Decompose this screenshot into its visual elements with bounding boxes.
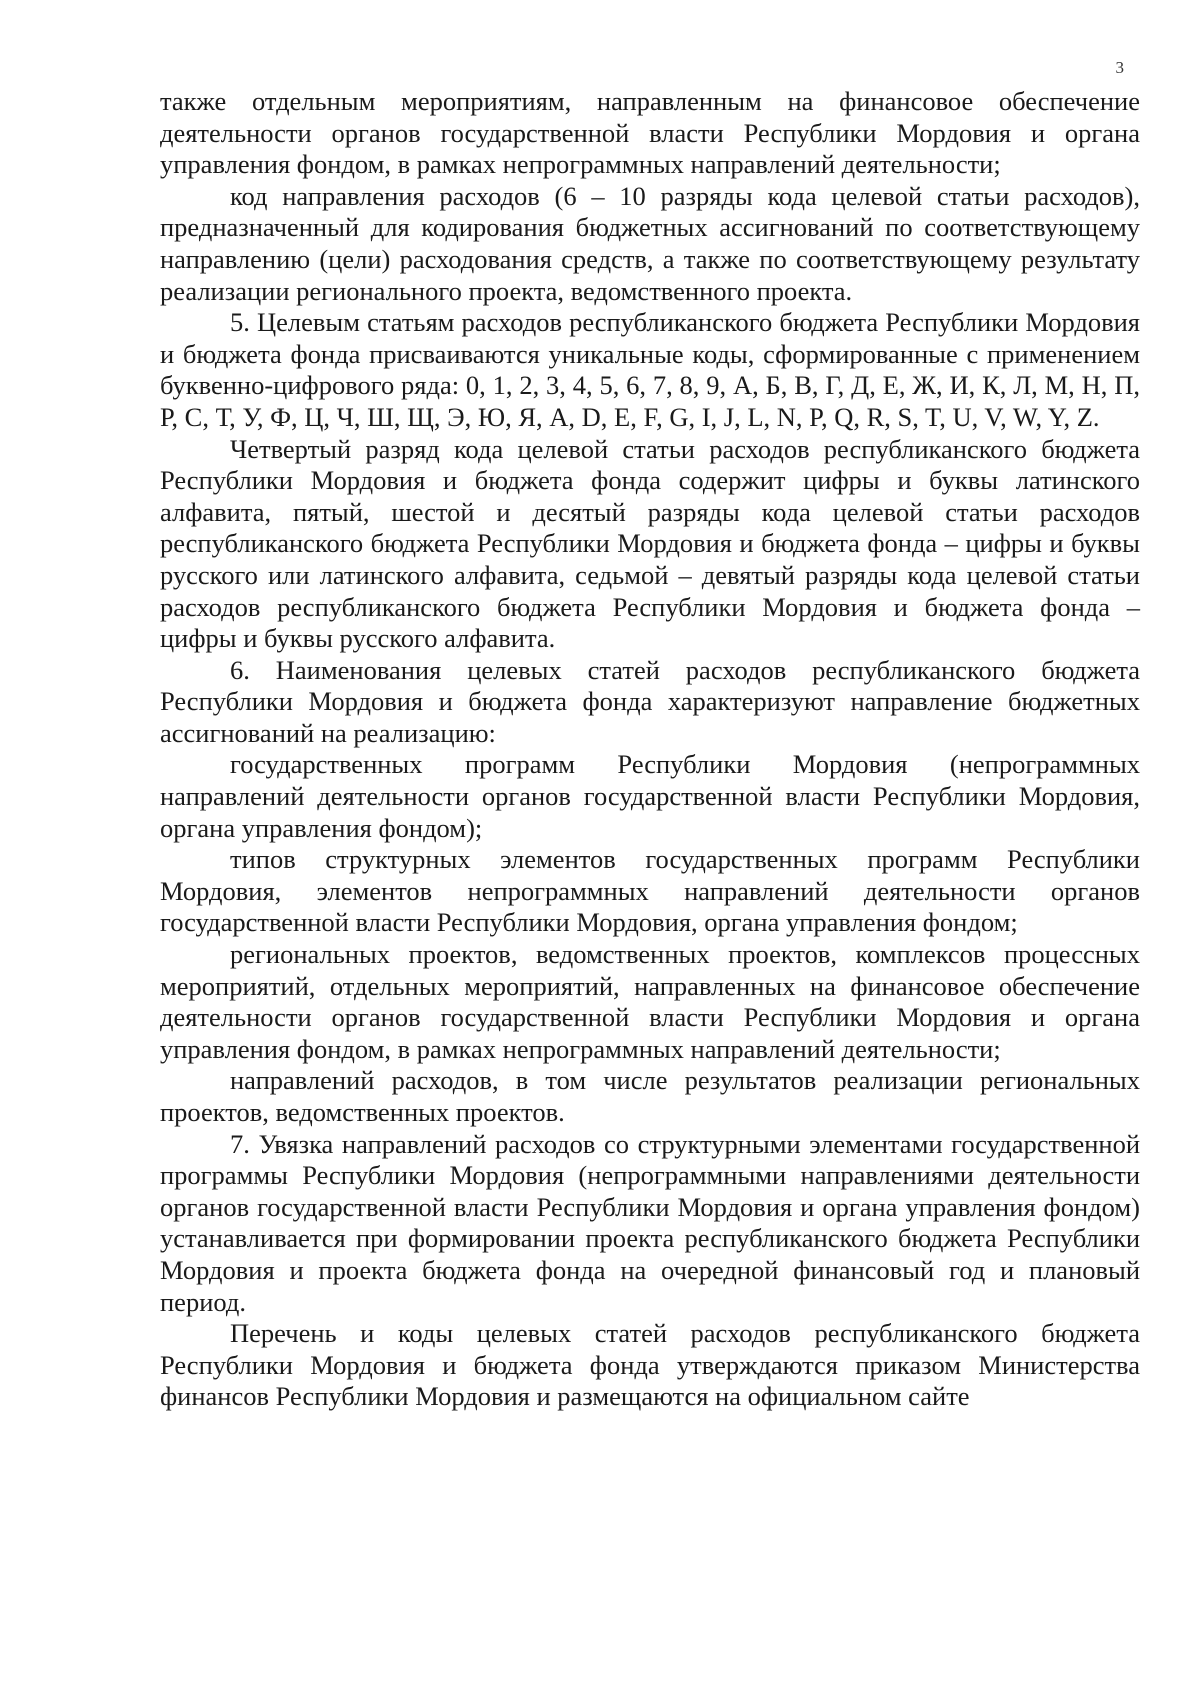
paragraph-9: направлений расходов, в том числе результатов реализации региональных проектов, ведомственных проектов. bbox=[160, 1065, 1140, 1127]
paragraph-10: 7. Увязка направлений расходов со структурными элементами государственной программы Республики Мордовия (непрограммными направлениями деятельности органов государственной власти Республики Мордовия и органа управления фондом) устанавливается при формировании проекта республиканского бюджета Республики Мордовия и проекта бюджета фонда на очередной финансовый год и плановый период. bbox=[160, 1128, 1140, 1317]
paragraph-11: Перечень и коды целевых статей расходов республиканского бюджета Республики Мордовия и бюджета фонда утверждаются приказом Министерства финансов Республики Мордовия и размещаются на официальном сайте bbox=[160, 1318, 1140, 1412]
paragraph-5: 6. Наименования целевых статей расходов республиканского бюджета Республики Мордовия и бюджета фонда характеризуют направление бюджетных ассигнований на реализацию: bbox=[160, 654, 1140, 748]
paragraph-8: региональных проектов, ведомственных проектов, комплексов процессных мероприятий, отдельных мероприятий, направленных на финансовое обеспечение деятельности органов государственной власти Республики Мордовия и органа управления фондом, в рамках непрограммных направлений деятельности; bbox=[160, 939, 1140, 1064]
paragraph-2: код направления расходов (6 – 10 разряды кода целевой статьи расходов), предназначенный для кодирования бюджетных ассигнований по соответствующему направлению (цели) расходования средств, а также по соответствующему результату реализации регионального проекта, ведомственного проекта. bbox=[160, 180, 1140, 306]
paragraph-3: 5. Целевым статьям расходов республиканского бюджета Республики Мордовия и бюджета фонда присваиваются уникальные коды, сформированные с применением буквенно-цифрового ряда: 0, 1, 2, 3, 4, 5, 6, 7, 8, 9, А, Б, В, Г, Д, Е, Ж, И, К, Л, М, Н, П, Р, С, Т, У, Ф, Ц, Ч, Ш, Щ, Э, Ю, Я, A, D, E, F, G, I, J, L, N, P, Q, R, S, T, U, V, W, Y, Z. bbox=[160, 307, 1140, 432]
paragraph-4: Четвертый разряд кода целевой статьи расходов республиканского бюджета Республики Мордовия и бюджета фонда содержит цифры и буквы латинского алфавита, пятый, шестой и десятый разряды кода целевой статьи расходов республиканского бюджета Республики Мордовия и бюджета фонда – цифры и буквы русского или латинского алфавита, седьмой – девятый разряды кода целевой статьи расходов республиканского бюджета Республики Мордовия и бюджета фонда – цифры и буквы русского алфавита. bbox=[160, 433, 1140, 654]
paragraph-6: государственных программ Республики Мордовия (непрограммных направлений деятельности органов государственной власти Республики Мордовия, органа управления фондом); bbox=[160, 749, 1140, 843]
paragraph-1: также отдельным мероприятиям, направленным на финансовое обеспечение деятельности органов государственной власти Республики Мордовия и органа управления фондом, в рамках непрограммных направлений деятельности; bbox=[160, 86, 1140, 180]
paragraph-7: типов структурных элементов государственных программ Республики Мордовия, элементов непрограммных направлений деятельности органов государственной власти Республики Мордовия, органа управления фондом; bbox=[160, 844, 1140, 938]
document-body bbox=[160, 86, 1140, 1413]
page-number: 3 bbox=[1115, 58, 1124, 77]
